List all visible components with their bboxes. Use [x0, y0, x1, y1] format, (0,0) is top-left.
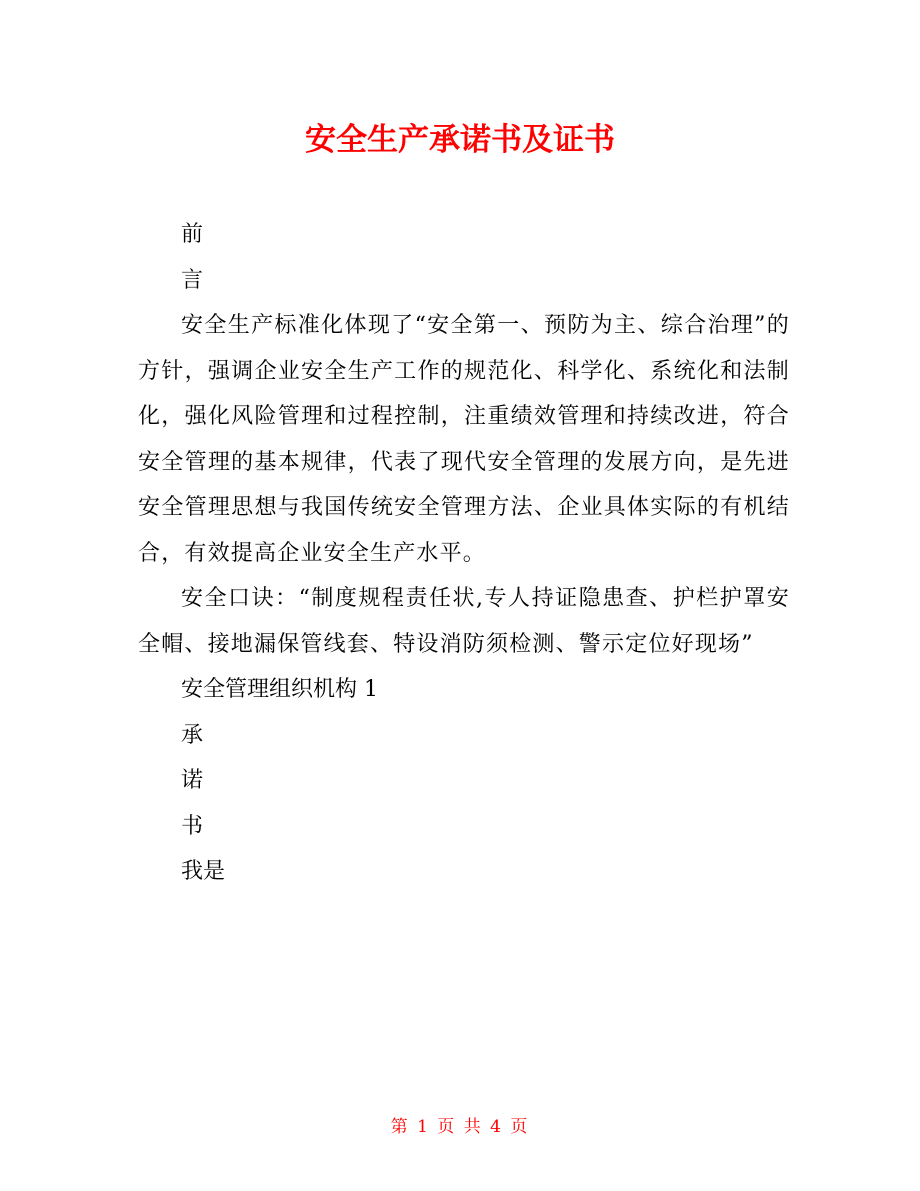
safety-slogan-paragraph: 安全口诀：“制度规程责任状,专人持证隐患查、护栏护罩安全帽、接地漏保管线套、特设消防须检测、警示定位好现场” [138, 586, 790, 657]
document-body [138, 212, 790, 895]
commitment-char-shu: 书 [181, 813, 204, 839]
page-number-footer: 第 1 页 共 4 页 [390, 1117, 530, 1137]
commitment-char-nuo: 诺 [181, 768, 204, 793]
heading-char-yan: 言 [181, 267, 204, 293]
heading-char-qian: 前 [181, 222, 204, 247]
commitment-opening: 我是 [181, 859, 226, 884]
document-title: 安全生产承诺书及证书 [305, 122, 615, 158]
intro-paragraph: 安全生产标准化体现了“安全第一、预防为主、综合治理”的方针，强调企业安全生产工作的规范化、科学化、系统化和法制化，强化风险管理和过程控制，注重绩效管理和持续改进，符合安全管理的基本规律，代表了现代安全管理的发展方向，是先进安全管理思想与我国传统安全管理方法、企业具体实际的有机结合，有效提高企业安全生产水平。 [138, 313, 790, 566]
org-structure-line: 安全管理组织机构 1 [181, 677, 378, 702]
commitment-char-cheng: 承 [181, 722, 204, 748]
